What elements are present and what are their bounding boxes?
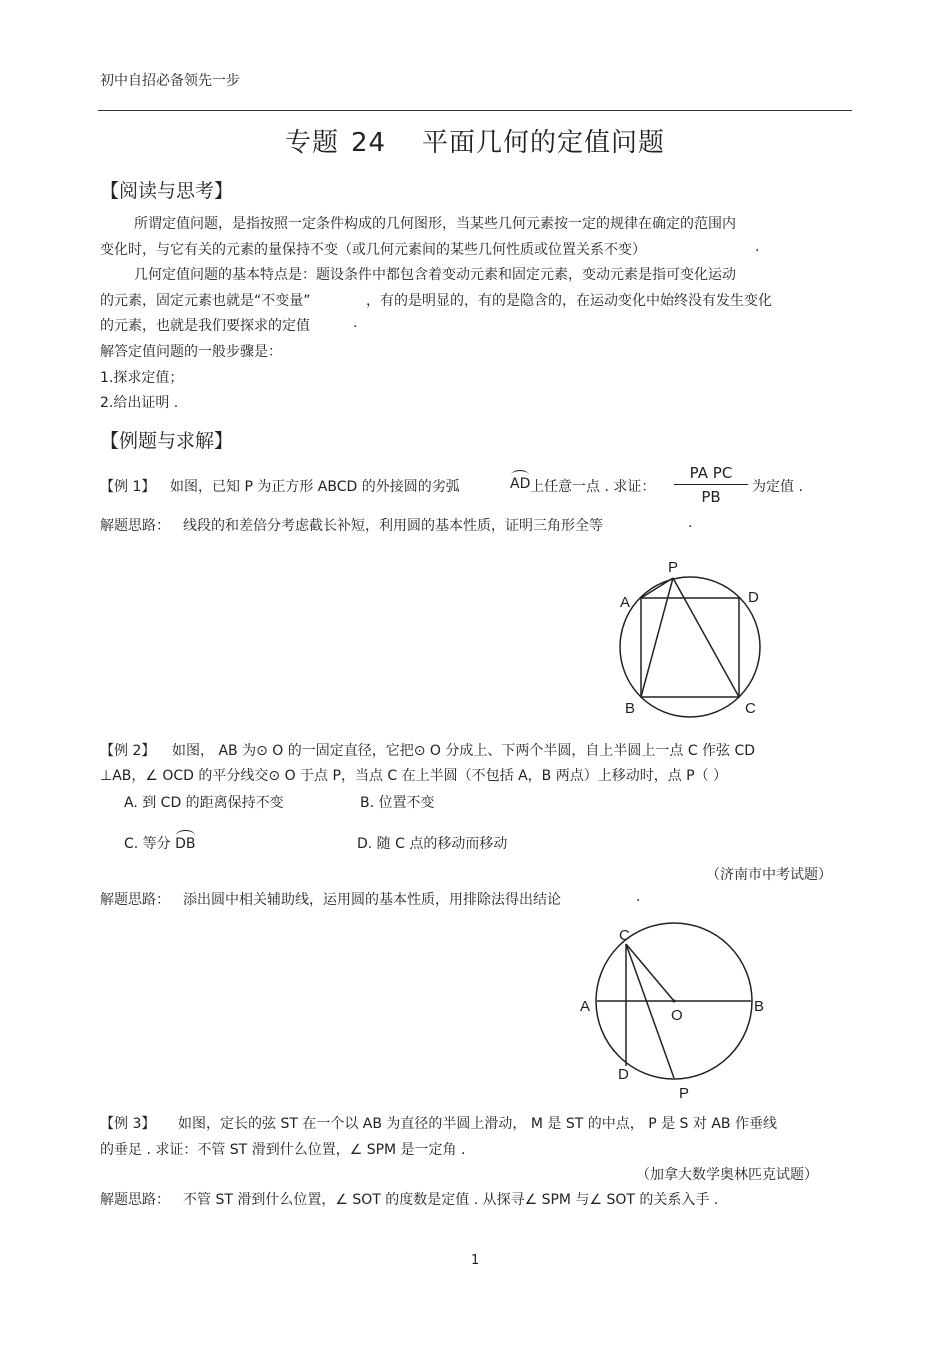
fraction-numerator: PA PC bbox=[674, 464, 748, 485]
segment-CP bbox=[626, 944, 674, 1078]
ex3-hint-label: 解题思路： bbox=[100, 1192, 170, 1208]
page-header: 初中自招必备领先一步 bbox=[100, 73, 240, 89]
label-A: A bbox=[580, 998, 591, 1015]
para2-line3: 的元素，也就是我们要探求的定值 bbox=[100, 318, 310, 334]
ex2-figure bbox=[575, 922, 775, 1104]
ex2-option-d: D. 随 C 点的移动而移动 bbox=[357, 836, 508, 852]
ex3-line2: 的垂足 . 求证：不管 ST 滑到什么位置，∠ SPM 是一定角 . bbox=[100, 1142, 466, 1158]
ex1-text: 如图，已知 P 为正方形 ABCD 的外接圆的劣弧 bbox=[170, 479, 460, 495]
ex1-text3: 为定值 . bbox=[752, 479, 803, 495]
step-1: 1.探求定值； bbox=[100, 370, 184, 386]
label-B: B bbox=[625, 700, 636, 717]
label-P: P bbox=[679, 1085, 690, 1102]
header-rule bbox=[98, 110, 852, 111]
section-heading-examples: 【例题与求解】 bbox=[100, 430, 234, 452]
para2-dot: . bbox=[353, 315, 358, 331]
ex1-hint: 线段的和差倍分考虑截长补短，利用圆的基本性质，证明三角形全等 bbox=[183, 518, 603, 534]
label-D: D bbox=[748, 589, 759, 606]
label-C: C bbox=[745, 700, 756, 717]
ex2-line1: 如图， AB 为⊙ O 的一固定直径，它把⊙ O 分成上、下两个半圆，自上半圆上一点 C 作弦 CD bbox=[172, 743, 756, 759]
ex2-hint-label: 解题思路： bbox=[100, 892, 170, 908]
label-C: C bbox=[619, 927, 630, 944]
ex2-hint: 添出圆中相关辅助线，运用圆的基本性质，用排除法得出结论 bbox=[183, 892, 561, 908]
para1-dot: . bbox=[755, 239, 760, 255]
steps-intro: 解答定值问题的一般步骤是： bbox=[100, 344, 282, 360]
para2-line1: 几何定值问题的基本特点是：题设条件中都包含着变动元素和固定元素，变动元素是指可变化运动 bbox=[134, 267, 736, 283]
ex3-source: （加拿大数学奥林匹克试题） bbox=[636, 1167, 818, 1183]
para1-line1: 所谓定值问题，是指按照一定条件构成的几何图形，当某些几何元素按一定的规律在确定的范围内 bbox=[134, 216, 736, 232]
ex1-arc-AD: AD bbox=[510, 476, 531, 492]
label-P: P bbox=[668, 559, 679, 576]
ex1-label: 【例 1】 bbox=[100, 479, 156, 495]
segment-CO bbox=[626, 944, 674, 1001]
ex2-hint-dot: . bbox=[636, 889, 641, 905]
ex3-hint: 不管 ST 滑到什么位置，∠ SOT 的度数是定值 . 从探寻∠ SPM 与∠ SOT 的关系入手 . bbox=[183, 1192, 719, 1208]
ex3-line1: 如图，定长的弦 ST 在一个以 AB 为直径的半圆上滑动， M 是 ST 的中点， P 是 S 对 AB 作垂线 bbox=[178, 1116, 777, 1132]
ex2-line2: ⊥AB，∠ OCD 的平分线交⊙ O 于点 P，当点 C 在上半圆（不包括 A，B 两点）上移动时，点 P（ ） bbox=[100, 768, 728, 784]
para2-line2a: 的元素，固定元素也就是“不变量” bbox=[100, 293, 311, 309]
title-number: 24 bbox=[350, 128, 387, 158]
label-D: D bbox=[618, 1066, 629, 1083]
ex1-hint-dot: . bbox=[688, 515, 693, 531]
ex2-source: （济南市中考试题） bbox=[706, 867, 832, 883]
label-B: B bbox=[754, 998, 765, 1015]
section-heading-reading: 【阅读与思考】 bbox=[100, 180, 234, 202]
ex2-label: 【例 2】 bbox=[100, 743, 156, 759]
ex2-option-b: B. 位置不变 bbox=[360, 795, 435, 811]
center-O bbox=[673, 1000, 676, 1003]
segment-PC bbox=[673, 578, 739, 697]
ex1-text2: 上任意一点 . 求证： bbox=[530, 479, 656, 495]
ex2-arc-DB: DB bbox=[175, 836, 196, 852]
title-prefix: 专题 bbox=[284, 128, 339, 158]
page-title bbox=[0, 122, 950, 159]
step-2: 2.给出证明 . bbox=[100, 395, 179, 411]
ex1-fraction bbox=[674, 464, 748, 506]
label-A: A bbox=[620, 594, 631, 611]
ex3-label: 【例 3】 bbox=[100, 1116, 156, 1132]
option-c-text: C. 等分 bbox=[124, 836, 171, 852]
ex1-arc-wrap bbox=[510, 476, 530, 492]
ex1-hint-label: 解题思路： bbox=[100, 518, 170, 534]
label-O: O bbox=[671, 1007, 683, 1024]
para2-line2b: ，有的是明显的，有的是隐含的，在运动变化中始终没有发生变化 bbox=[366, 293, 772, 309]
para1-line2: 变化时，与它有关的元素的量保持不变（或几何元素间的某些几何性质或位置关系不变） bbox=[100, 242, 646, 258]
page-number: 1 bbox=[471, 1253, 480, 1268]
fraction-denominator: PB bbox=[701, 488, 721, 506]
ex1-square bbox=[641, 598, 739, 697]
ex2-option-c bbox=[124, 833, 196, 853]
ex2-option-a: A. 到 CD 的距离保持不变 bbox=[124, 795, 284, 811]
ex1-figure bbox=[610, 555, 780, 720]
title-text: 平面几何的定值问题 bbox=[422, 128, 666, 158]
